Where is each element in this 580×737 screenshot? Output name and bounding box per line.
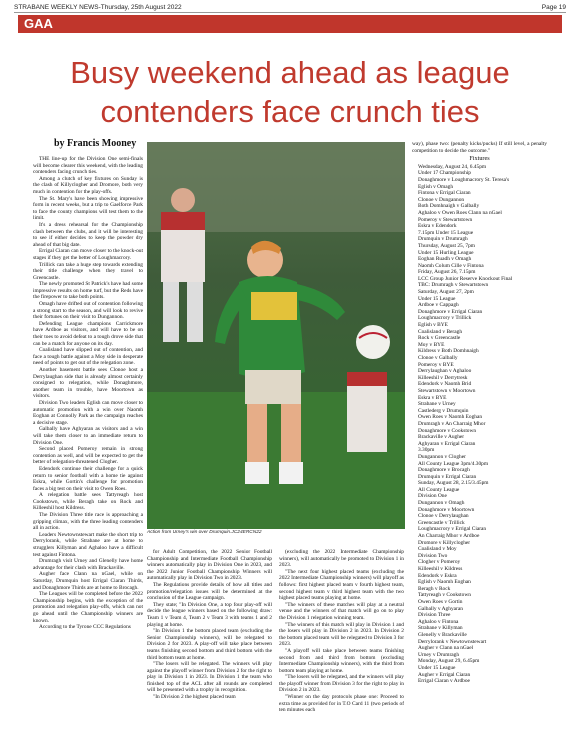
section-label: GAA <box>24 16 53 31</box>
fixture-line: Donaghmore v Moortown <box>418 506 475 513</box>
fixture-line: Eglish v Omagh <box>418 183 454 190</box>
fixture-line: Sunday, August 28, 2.15/3.45pm <box>418 480 489 487</box>
fixture-line: Urney v Drumragh <box>418 651 460 658</box>
fixture-line: Glenelly v Brackaville <box>418 631 467 638</box>
fixture-line: Donaghmore v Cookstown <box>418 427 477 434</box>
article-paragraph: Another basement battle sees Clonoe host a Derrylaughan side that is already almost certainly consigned to relegation, while Donaghmore, another team in trouble, have Moortown as visitors. <box>33 367 143 400</box>
article-column-2 <box>147 549 272 731</box>
fixture-line: Dungannon v Omagh <box>418 500 465 507</box>
fixtures-list <box>412 164 547 685</box>
fixture-line: 7.15pm Under 15 League <box>418 229 474 236</box>
fixture-line: Derrylaughan v Aghaloo <box>418 368 472 375</box>
fixture-line: TBC: Drumragh v Stewartstown <box>418 282 489 289</box>
fixture-line: Killeeshil v Derrytresk <box>418 374 468 381</box>
fixture-line: Eskra v Edendork <box>418 223 457 230</box>
fixtures-heading: Fixtures <box>469 155 490 163</box>
page-number: Page 19 <box>541 3 566 11</box>
fixture-line: Derrylorank v Newtownstewart <box>418 638 487 645</box>
fixture-line: Eglish v Naomh Eoghan <box>418 579 471 586</box>
article-column-1 <box>33 156 143 730</box>
fixture-line: Errigal Ciaran v Ardboe <box>418 678 470 685</box>
fixture-line: Division Two <box>418 552 448 559</box>
headline: Busy weekend ahead as league contenders face crunch ties <box>70 55 510 129</box>
fixture-line: An Charraig Mhor v Ardboe <box>418 533 480 540</box>
fixture-line: Donaghmore v Errigal Ciaran <box>418 308 483 315</box>
fixture-line: Monday, August 29, 6.45pm <box>418 658 480 665</box>
article-paragraph: for Adult Competition, the 2022 Senior Football Championship and Intermediate Football Championship winners automatically play in Division One in 2023, and the 2022 Junior Football Championship Winners will automatically play in Division Two in 2023. <box>147 549 272 582</box>
fixture-line: Clonoe v Dungannon <box>418 196 465 203</box>
fixture-line: Beragh v Rock <box>418 585 451 592</box>
fixture-line: Dromore v Killyclogher <box>418 539 471 546</box>
fixtures-column <box>412 141 547 731</box>
article-paragraph: "The winners of these matches will play at a neutral venue and the winners of that match will go on to play the Division 1 relegation winning team. <box>279 601 404 621</box>
fixture-line: Tattyreagh v Cookstown <box>418 592 471 599</box>
section-tag <box>18 15 562 33</box>
article-paragraph: Augher face Clann na nGael, while on Saturday, Drumquin host Errigal Ciaran Thirds, and Donaghmore Thirds are at home to Brocagh. <box>33 571 143 591</box>
action-photo <box>147 142 405 529</box>
fixture-line: Owen Roes v Naomh Eoghan <box>418 414 483 421</box>
article-paragraph: The Leagues will be completed before the 2022 Championship begins, with the exception of the promotion and relegation play-offs, which can not go ahead until the Championship winners are known. <box>33 591 143 624</box>
fixture-line: Clonoe v Derrylaughan <box>418 513 469 520</box>
article-paragraph: Trillick can take a huge step towards extending their title challenge when they travel to Greencastle. <box>33 261 143 281</box>
photo-caption: Action from Urney’s win over Drumquin.JC24ERCN22 <box>147 530 262 535</box>
article-paragraph: (excluding the 2022 Intermediate Championship winners), will automatically be promoted to Division 1 in 2023. <box>279 549 404 569</box>
fixture-line: Under 15 League <box>418 295 456 302</box>
fixture-line: Owen Roes v Gortin <box>418 598 463 605</box>
fixture-line: Under 17 Championship <box>418 170 472 177</box>
article-paragraph: The Regulations provide details of how all titles and promotion/relegation issues will be determined at the conclusion of the League campaign. <box>147 581 272 602</box>
fixture-line: Clonoe v Galbally <box>418 355 458 361</box>
fixture-line: Clogher v Pomeroy <box>418 559 461 566</box>
fixture-line: Loughmacrory v Trillick <box>418 315 472 322</box>
fixture-line: Ardboe v Cappagh <box>418 302 459 309</box>
article-paragraph: Among a clutch of key fixtures on Sunday is the clash of Killyclogher and Dromore, both very much in contention for the play-offs. <box>33 175 143 195</box>
fixture-line: Aghaloo v Owen Roes Clann na nGael <box>418 209 502 216</box>
fixture-line: Pomeroy v BYE <box>418 361 454 368</box>
fixture-line: Eskra v BYE <box>418 394 447 401</box>
fixture-line: Saturday, August 27, 2pm <box>418 289 474 296</box>
page-header <box>14 2 566 13</box>
fixture-line: Drumquin v Drumragh <box>418 236 468 243</box>
fixture-line: Friday, August 26, 7.15pm <box>418 269 476 276</box>
fixture-line: Rock v Greencastle <box>418 335 461 342</box>
fixture-line: Division One <box>418 493 447 500</box>
byline: by Francis Mooney <box>54 138 137 149</box>
fixture-line: Brackaville v Augher <box>418 434 465 441</box>
column-lead-paragraph: way), phase two: (penalty kicks/pucks) If still level, a penalty competition to decide the outcome." <box>412 141 547 154</box>
fixture-line: Drumragh v An Charraig Mhor <box>418 420 486 427</box>
fixture-line: Loughmacrory v Errigal Ciaran <box>418 526 487 533</box>
article-paragraph: Errigal Ciaran can move closer to the knock-out stages if they get the better of Loughmacrory. <box>33 248 143 261</box>
article-paragraph: Galbally have Aghyaran as visitors and a win will take them closer to an immediate return to Division One. <box>33 426 143 446</box>
fixture-line: Eglish v BYE <box>418 322 448 329</box>
article-paragraph: They state; "In Division One, a top four play-off will decide the league winners based on the following draw: Team 1 v Team 4, Team 2 v Team 3 with teams 1 and 2 playing at home. <box>147 601 272 628</box>
fixture-line: Aghaloo v Fintona <box>418 618 459 625</box>
fixture-line: Strabane v Urney <box>418 401 456 408</box>
photo-image <box>147 142 405 529</box>
article-paragraph: The Division Three title race is approaching a gripping climax, with the three leading contenders all in action. <box>33 512 143 532</box>
fixture-line: Thursday, August 25, 7pm <box>418 242 475 249</box>
fixture-line: Aghyaran v Errigal Ciaran <box>418 440 476 447</box>
fixture-line: All County League <box>418 486 460 493</box>
fixture-line: Greencastle v Trillick <box>418 519 465 526</box>
fixture-line: Moy v BYE <box>418 341 445 348</box>
article-paragraph: It's a dress rehearsal for the Championship clash between the clubs, and it will be interesting to see if either decides to keep the powder dry ahead of that big date. <box>33 221 143 248</box>
fixture-line: Dungannon v Clogher <box>418 453 466 460</box>
article-paragraph: A relegation battle sees Tattyreagh host Cookstown, while Beragh take on Rock and Killeeshil host Kildress. <box>33 492 143 512</box>
fixture-line: Augher v Clann na nGael <box>418 645 474 652</box>
fixture-line: Eoghan Ruadh v Omagh <box>418 256 472 263</box>
fixture-line: Edendork v Naomh Brid <box>418 381 472 388</box>
fixture-line: Donaghmore v Brocagh <box>418 467 470 474</box>
fixture-line: Castlederg v Drumquin <box>418 407 469 414</box>
fixture-line: Donaghmore v Loughmacrory St. Teresa's <box>418 176 510 183</box>
article-paragraph: Defending League champions Carrickmore have Ardboe as visitors, and will have to be on their toes to avoid defeat to a tough drove side that can be a match for anyone on its day. <box>33 320 143 347</box>
article-column-3 <box>279 549 404 731</box>
fixture-line: Under 15 Hurling League <box>418 249 474 256</box>
fixture-line: Kildress v Both Domhnaigh <box>418 348 479 355</box>
article-paragraph: Coalisland have slipped out of contention, and face a tough battle against a Moy side in desperate need of points to get out of the relegation zone. <box>33 347 143 367</box>
article-paragraph: "The losers will be relegated. The winners will play against the playoff winner from Division 2 for the right to play in Division 1 in 2023. In Division 1 the team who finished top of the ACL after all rounds are completed will be presented with a trophy in recognition. <box>147 661 272 694</box>
fixture-line: Galbally v Aghyaran <box>418 605 463 612</box>
fixture-line: Augher v Errigal Ciaran <box>418 671 471 678</box>
masthead: STRABANE WEEKLY NEWS-Thursday, 25th August 2022 <box>14 3 182 11</box>
fixture-line: Both Domhnaigh v Galbally <box>418 203 480 210</box>
article-paragraph: Edendork continue their challenge for a quick return to senior football with a home tie against Eskra, while Gortin's challenge for promotion faces a big test on their visit to Owen Roes. <box>33 465 143 492</box>
article-paragraph: Leaders Newtownstewart make the short trip to Derrylorank, while Strabane are at home to strugglers Killyman and Aghaloo have a difficult test against Fintona. <box>33 531 143 558</box>
article-paragraph: "The winners of this match will play in Division 1 and the losers will play in Division 2 in 2023. In Division 2 the bottom placed team will be relegated to Division 3 for 2023. <box>279 621 404 648</box>
fixture-line: Pomeroy v Stewartstown <box>418 216 473 223</box>
fixture-line: Under 15 League <box>418 664 456 671</box>
fixture-line: Edendork v Eskra <box>418 572 457 579</box>
fixture-line: Coalisland v Beragh <box>418 328 463 335</box>
fixture-line: Naomh Colum Cille v Fintona <box>418 262 484 269</box>
article-paragraph: "Winner on the day protocols phase one: Proceed to extra time as provided for in T.O Card 11 (two periods of ten minutes each <box>279 694 404 714</box>
article-paragraph: "In Division 2 the highest placed team <box>153 694 236 701</box>
fixture-line: Strabane v Killyman <box>418 625 463 632</box>
fixture-line: Division Three <box>418 612 451 619</box>
article-paragraph: Second placed Pomeroy remain in strong contention as well, and will be expected to get the better of relegation-threatened Clogher. <box>33 446 143 466</box>
fixture-line: 3.30pm <box>418 447 435 454</box>
fixture-line: Killeeshil v Kildress <box>418 566 463 572</box>
article-paragraph: Drumragh visit Urney and Glenelly have home advantage for their clash with Brackaville. <box>33 558 143 571</box>
fixture-line: All County League 3pm/4.30pm <box>418 460 489 467</box>
article-paragraph: "The losers will be relegated, and the winners will play the playoff winner from Division 3 for the right to play in Division 2 in 2023. <box>279 674 404 694</box>
fixture-line: Coalisland v Moy <box>418 546 457 553</box>
article-paragraph: "In Division 1 the bottom placed team (excluding the Senior Championship winners), will be relegated to Division 2 for 2023. A play-off will take place between teams finishing second bottom and third bottom with the third bottom team at home. <box>147 628 272 661</box>
article-paragraph: "The next four highest placed teams (excluding the 2022 Intermediate Championship winners) will playoff as follows: first highest placed team v fourth highest team, second highest team v third highest team with the two highest placed teams playing at home. <box>279 568 404 602</box>
fixture-line: Fintona v Errigal Ciaran <box>418 190 471 197</box>
fixture-line: LCC Group Junior Reserve Knockout Final <box>418 275 513 282</box>
fixture-line: Drumquin v Errigal Ciaran <box>418 473 477 480</box>
fixture-line: Stewartstown v Moortown <box>418 387 476 394</box>
fixture-line: Wednesday, August 24, 6.45pm <box>418 163 487 170</box>
article-paragraph: Omagh have drifted out of contention following a strong start to the season, and will look to revive their fortunes on their visit to Dungannon. <box>33 301 143 321</box>
article-paragraph: According to the Tyrone CCC Regulations <box>39 624 131 631</box>
article-paragraph: THE line-up for the Division One semi-finals will become clearer this weekend, with the leading contenders facing crunch ties. <box>33 156 143 176</box>
article-paragraph: "A playoff will take place between teams finishing second from and third from bottom (excluding Intermediate Championship winners), with the third from bottom team playing at home. <box>279 647 404 674</box>
article-paragraph: The newly promoted St Patrick's have had some impressive results on home turf, but the Reds have the firepower to take both points. <box>33 281 143 301</box>
article-paragraph: Division Two leaders Eglish can move closer to automatic promotion with a win over Naomh Eoghan at Connolly Park as the campaign reaches a decisive stage. <box>33 399 143 426</box>
article-paragraph: The St. Mary's have been showing impressive form in recent weeks, but a trip to Gaelforce Park to face the county champions will test them to the limit. <box>33 195 143 222</box>
